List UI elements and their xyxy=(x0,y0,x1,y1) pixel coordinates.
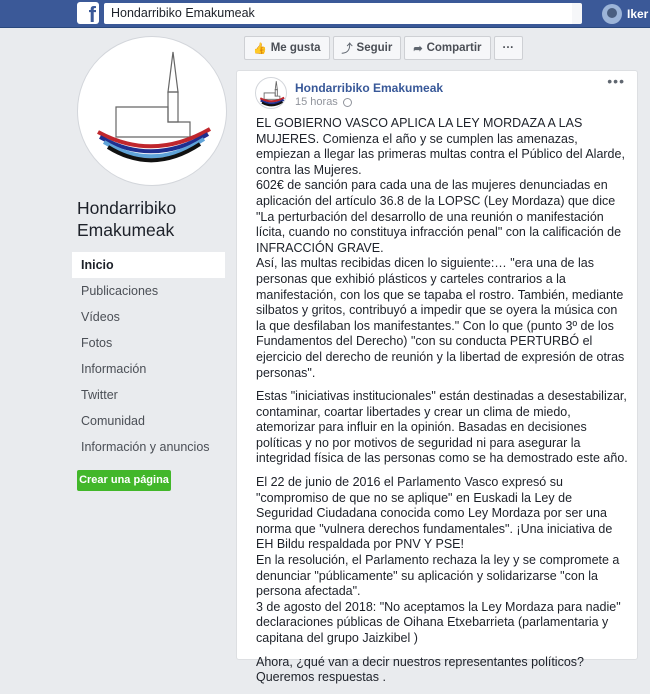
follow-label: Seguir xyxy=(356,42,393,54)
search-input[interactable]: Hondarribiko Emakumeak xyxy=(104,3,572,24)
post-options-button[interactable]: ••• xyxy=(607,73,625,89)
nav-item-informacion[interactable]: Información xyxy=(81,362,147,376)
page-nav xyxy=(72,252,225,460)
post-timestamp[interactable]: 15 horas xyxy=(295,96,338,108)
post-author-name[interactable]: Hondarribiko Emakumeak xyxy=(295,81,444,95)
post-meta xyxy=(295,96,352,108)
like-label: Me gusta xyxy=(270,42,321,54)
page-title: Hondarribiko Emakumeak xyxy=(77,198,177,240)
share-label: Compartir xyxy=(426,42,482,54)
avatar[interactable] xyxy=(602,4,622,24)
nav-item-comunidad[interactable]: Comunidad xyxy=(81,414,145,428)
share-arrow-icon: ➦ xyxy=(413,42,423,55)
user-name[interactable]: Iker xyxy=(627,7,649,21)
post-author-avatar[interactable] xyxy=(255,77,287,109)
post-paragraph: En la resolución, el Parlamento rechaza la ley y se compromete a denunciar "públicamente" su aplicación y solidarizarse "con la persona afectada". xyxy=(256,553,620,599)
post-paragraph: Estas "iniciativas institucionales" están destinadas a desestabilizar, contaminar, coartar libertades y crear un clima de miedo, atemorizar para influir en la opinión. Basadas en decisiones políticas y no por motivos de seguridad ni para asegurar la integridad física de las personas como se ha demostrado este año. xyxy=(256,389,628,466)
top-bar xyxy=(0,0,650,28)
facebook-logo-icon[interactable]: f xyxy=(77,2,99,24)
user-profile-link[interactable] xyxy=(602,3,648,25)
nav-item-inicio[interactable]: Inicio xyxy=(72,252,225,278)
post-card xyxy=(236,70,638,685)
post-paragraph: 602€ de sanción para cada una de las mujeres denunciadas en aplicación del artículo 36.8 de la LOPSC (Ley Mordaza) que dice "La perturbación del desarrollo de una reunión o manifestación lícita, cuando no constituya infracción penal" con la calificación de INFRACCIÓN GRAVE. xyxy=(256,178,622,255)
nav-item-informacion-anuncios[interactable]: Información y anuncios xyxy=(81,440,210,454)
globe-icon xyxy=(343,98,352,107)
post-text xyxy=(256,116,630,694)
nav-item-publicaciones[interactable]: Publicaciones xyxy=(81,284,159,298)
nav-item-fotos[interactable]: Fotos xyxy=(81,336,113,350)
church-logo-icon xyxy=(256,78,288,110)
more-options-button[interactable] xyxy=(494,36,524,60)
more-label: ··· xyxy=(502,42,515,54)
thumbs-up-icon: 👍 xyxy=(253,42,267,55)
nav-item-videos[interactable]: Vídeos xyxy=(81,310,120,324)
create-page-button[interactable]: Crear una página xyxy=(77,470,171,491)
post-paragraph: Así, las multas recibidas dicen lo siguiente:… "era una de las personas que exhibió plásticos y carteles contrarios a la manifestación, con los que se tapaba el rostro. También, mediante silbatos y gritos, contribuyó a impedir que se oyera la música con la que desfilaban los manifestantes." Con lo que (punto 3º de los Fundamentos del Derecho) "con su conducta PERTURBÓ el ejercicio del derecho de reunión y la libertad de expresión de otras personas". xyxy=(256,256,625,380)
post-paragraph: El 22 de junio de 2016 el Parlamento Vasco expresó su "compromiso de que no se aplique" en Euskadi la Ley de Seguridad Ciudadana conocida como Ley Mordaza por ser una norma que "vulnera derechos fundamentales". ¡Una iniciativa de EH Bildu respaldada por PNV Y PSE! xyxy=(256,475,613,552)
post-paragraph: 3 de agosto del 2018: "No aceptamos la Ley Mordaza para nadie" declaraciones públicas de Oihana Etxebarrieta (parlamentaria y capitana del grupo Jaizkibel ) xyxy=(256,599,621,645)
church-logo-icon xyxy=(78,37,228,187)
post-paragraph: Ahora, ¿qué van a decir nuestros representantes políticos? Queremos respuestas . xyxy=(256,654,584,685)
like-button[interactable] xyxy=(244,36,330,60)
follow-button[interactable] xyxy=(333,36,402,60)
rss-icon: ⤴ xyxy=(341,43,353,55)
page-profile-picture[interactable] xyxy=(77,36,227,186)
search-button[interactable] xyxy=(572,3,582,24)
page-action-bar xyxy=(244,36,523,60)
share-button[interactable] xyxy=(404,36,490,60)
post-paragraph: EL GOBIERNO VASCO APLICA LA LEY MORDAZA A LAS MUJERES. Comienza el año y se cumplen las amenazas, empiezan a llegar las primeras multas contra el Público del Alarde, contra las Mujeres. xyxy=(256,116,625,177)
nav-item-twitter[interactable]: Twitter xyxy=(81,388,118,402)
